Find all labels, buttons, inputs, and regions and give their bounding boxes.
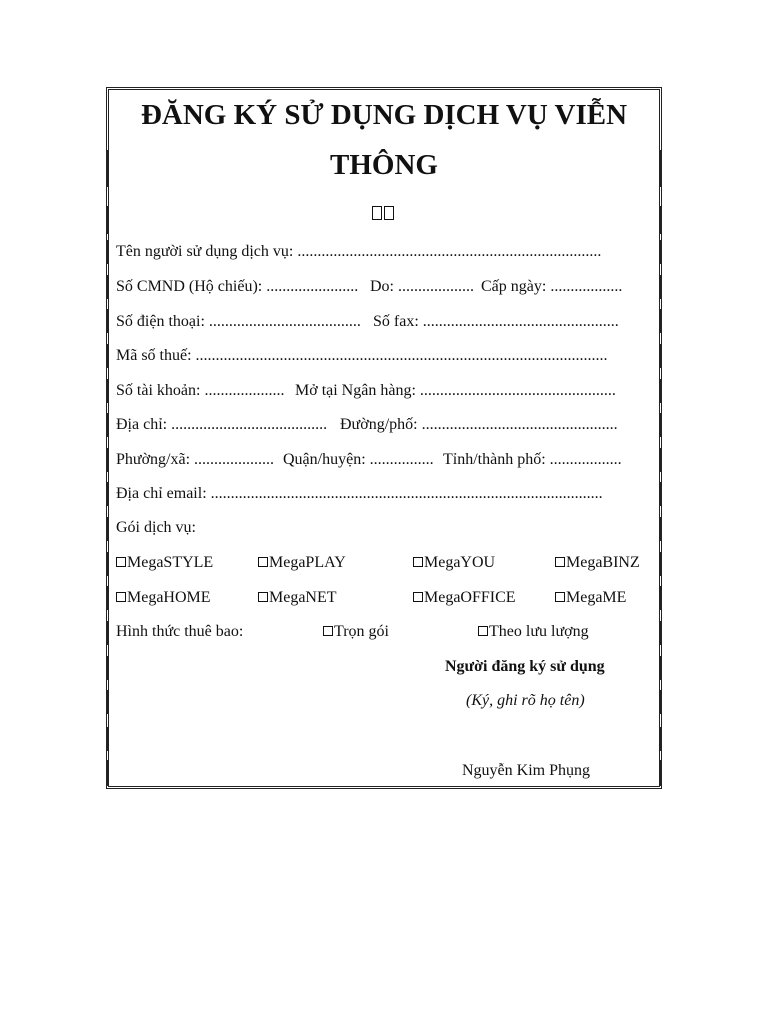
field-id-issue-date[interactable]: Cấp ngày: .................. bbox=[481, 278, 623, 295]
service-package-label: Gói dịch vụ: bbox=[116, 519, 196, 536]
right-bar bbox=[660, 448, 662, 472]
right-bar bbox=[660, 656, 662, 680]
left-bar bbox=[106, 621, 108, 645]
right-bar bbox=[660, 275, 662, 299]
right-bar bbox=[660, 621, 662, 645]
field-street[interactable]: Đường/phố: ................................................. bbox=[340, 416, 618, 433]
left-bar bbox=[106, 727, 108, 751]
form-frame bbox=[106, 87, 662, 789]
checkbox-icon[interactable] bbox=[116, 592, 126, 602]
right-bar bbox=[660, 482, 662, 506]
field-bank-account[interactable]: Số tài khoản: .................... bbox=[116, 382, 285, 399]
left-bar bbox=[106, 482, 108, 506]
signature-heading: Người đăng ký sử dụng bbox=[445, 658, 605, 675]
checkbox-icon[interactable] bbox=[323, 626, 333, 636]
form-title-line1: ĐĂNG KÝ SỬ DỤNG DỊCH VỤ VIỄN bbox=[140, 99, 628, 131]
subscription-option-usage[interactable]: Theo lưu lượng bbox=[478, 622, 589, 642]
left-bar bbox=[106, 586, 108, 610]
right-bar bbox=[660, 206, 662, 234]
right-bar bbox=[660, 413, 662, 437]
right-bar bbox=[660, 379, 662, 403]
field-id-number[interactable]: Số CMND (Hộ chiếu): ....................... bbox=[116, 278, 359, 295]
form-title-line2: THÔNG bbox=[330, 149, 438, 181]
right-bar bbox=[660, 240, 662, 264]
field-province[interactable]: Tỉnh/thành phố: .................. bbox=[443, 451, 622, 468]
right-bar bbox=[660, 552, 662, 576]
checkbox-icon[interactable] bbox=[413, 592, 423, 602]
package-megame[interactable]: MegaME bbox=[555, 588, 626, 608]
field-bank-name[interactable]: Mở tại Ngân hàng: ................................................. bbox=[295, 382, 616, 399]
left-bar bbox=[106, 344, 108, 368]
left-bar bbox=[106, 206, 108, 234]
checkbox-icon[interactable] bbox=[116, 557, 126, 567]
field-phone[interactable]: Số điện thoại: ...................................... bbox=[116, 313, 361, 330]
left-bar bbox=[106, 275, 108, 299]
field-district[interactable]: Quận/huyện: ................ bbox=[283, 451, 434, 468]
right-bar bbox=[660, 517, 662, 541]
left-bar bbox=[106, 448, 108, 472]
right-bar bbox=[660, 150, 662, 187]
right-bar bbox=[660, 344, 662, 368]
left-bar bbox=[106, 413, 108, 437]
checkbox-icon[interactable] bbox=[413, 557, 423, 567]
package-megaoffice[interactable]: MegaOFFICE bbox=[413, 588, 516, 608]
package-meganet[interactable]: MegaNET bbox=[258, 588, 337, 608]
package-megabinz[interactable]: MegaBINZ bbox=[555, 553, 640, 573]
left-bar bbox=[106, 309, 108, 333]
subscription-label: Hình thức thuê bao: bbox=[116, 623, 244, 640]
package-megastyle[interactable]: MegaSTYLE bbox=[116, 553, 213, 573]
field-ward[interactable]: Phường/xã: .................... bbox=[116, 451, 275, 468]
checkbox-icon[interactable] bbox=[555, 557, 565, 567]
field-email[interactable]: Địa chỉ email: .................................................................................................. bbox=[116, 485, 603, 502]
field-user-name[interactable]: Tên người sử dụng dịch vụ: ............................................................................ bbox=[116, 243, 602, 260]
right-bar bbox=[660, 586, 662, 610]
field-fax[interactable]: Số fax: ................................................. bbox=[373, 313, 619, 330]
subscription-option-flat[interactable]: Trọn gói bbox=[323, 622, 389, 642]
checkbox-icon[interactable] bbox=[555, 592, 565, 602]
left-bar bbox=[106, 690, 108, 714]
left-bar bbox=[106, 240, 108, 264]
field-address[interactable]: Địa chỉ: ....................................... bbox=[116, 416, 328, 433]
right-bar bbox=[660, 727, 662, 751]
missing-glyph-icon bbox=[372, 206, 396, 224]
checkbox-icon[interactable] bbox=[258, 557, 268, 567]
signature-name: Nguyễn Kim Phụng bbox=[462, 762, 590, 779]
left-bar bbox=[106, 379, 108, 403]
left-bar bbox=[106, 552, 108, 576]
signature-instruction: (Ký, ghi rõ họ tên) bbox=[466, 692, 585, 709]
package-megaplay[interactable]: MegaPLAY bbox=[258, 553, 346, 573]
package-megahome[interactable]: MegaHOME bbox=[116, 588, 211, 608]
right-bar bbox=[660, 690, 662, 714]
left-bar bbox=[106, 760, 108, 786]
field-tax-code[interactable]: Mã số thuế: ....................................................................................................... bbox=[116, 347, 608, 364]
left-bar bbox=[106, 656, 108, 680]
checkbox-icon[interactable] bbox=[478, 626, 488, 636]
checkbox-icon[interactable] bbox=[258, 592, 268, 602]
left-bar bbox=[106, 517, 108, 541]
field-id-issued-by[interactable]: Do: ................... bbox=[370, 278, 474, 295]
right-bar bbox=[660, 309, 662, 333]
right-bar bbox=[660, 760, 662, 786]
package-megayou[interactable]: MegaYOU bbox=[413, 553, 495, 573]
